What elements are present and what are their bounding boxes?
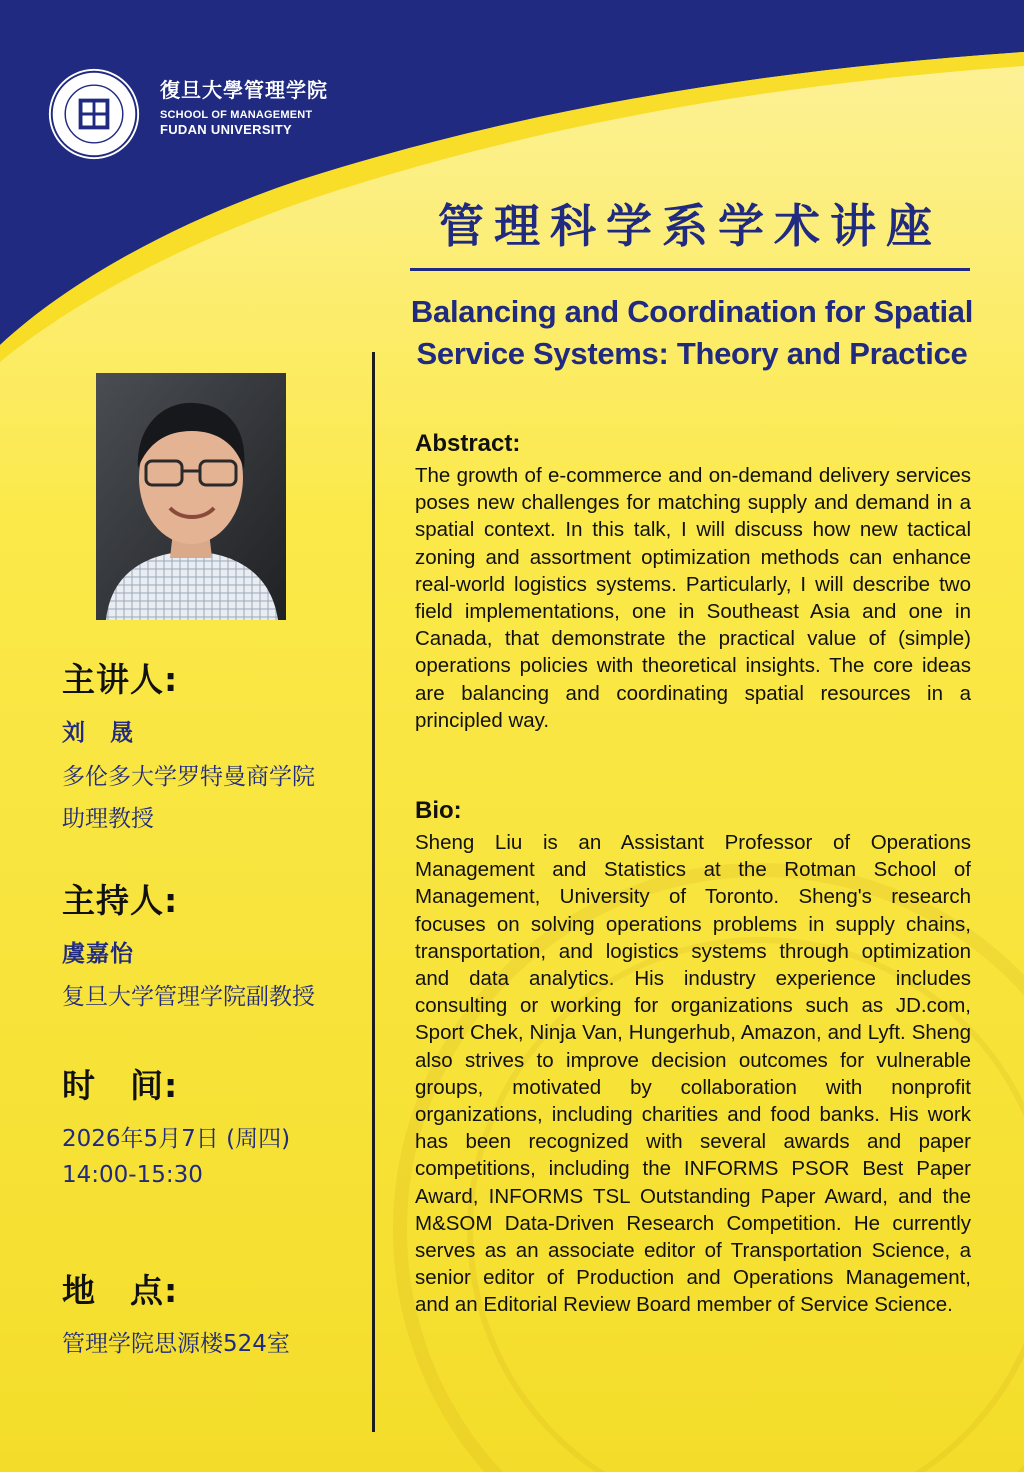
logo-text: [160, 74, 328, 137]
event-venue: 管理学院思源楼524室: [62, 1331, 290, 1357]
abstract-body: The growth of e-commerce and on-demand delivery services poses new challenges for matching supply and demand in a spatial context. In this talk, I will discuss how new tactical zoning and assortment optimization methods can enhance real-world logistics systems. Particularly, I will describe two field implementations, one in Southeast Asia and one in Canada, that demonstrate the practical value of (simple) operations policies with theoretical insights. The core ideas are balancing and coordinating spatial resources in a principled way.: [415, 464, 971, 732]
event-hours: 14:00-15:30: [62, 1162, 203, 1188]
abstract-section: [415, 430, 971, 734]
event-date: 2026年5月7日 (周四): [62, 1126, 291, 1152]
speaker-label: 主讲人:: [62, 660, 179, 699]
abstract-heading: Abstract:: [415, 430, 521, 457]
speaker-portrait-icon: [96, 373, 286, 620]
speaker-name: 刘 晟: [62, 720, 134, 746]
location-label: 地 点:: [62, 1271, 179, 1310]
title-divider: [410, 268, 970, 271]
logo-cn: 復旦大學管理学院: [160, 78, 328, 102]
logo-en-line1: SCHOOL OF MANAGEMENT: [160, 109, 313, 121]
column-divider: [372, 352, 375, 1432]
talk-title-line2: Service Systems: Theory and Practice: [416, 336, 968, 371]
speaker-position: 助理教授: [62, 806, 154, 832]
host-name: 虞嘉怡: [62, 941, 134, 967]
bio-heading: Bio:: [415, 797, 462, 824]
host-label: 主持人:: [62, 881, 179, 920]
bio-body: Sheng Liu is an Assistant Professor of Operations Management and Statistics at the Rotman School of Management, University of Toronto. Sheng's research focuses on solving operations problems in supply chains, transportation, and logistics systems through optimization and data analytics. His industry experience includes consulting or working for organizations such as JD.com, Sport Chek, Ninja Van, Hungerhub, Amazon, and Lyft. Sheng also strives to improve decision outcomes for vulnerable groups, motivated by collaboration with nonprofit organizations, including charities and food banks. His work has been recognized with several awards and paper competitions, including the INFORMS PSOR Best Paper Award, INFORMS TSL Outstanding Paper Award, and the M&SOM Data-Driven Research Competition. He currently serves as an associate editor of Transportation Science, a senior editor of Production and Operations Management, and an Editorial Review Board member of Service Science.: [415, 831, 971, 1317]
speaker-affiliation: 多伦多大学罗特曼商学院: [62, 764, 315, 790]
event-title-cn: 管理科学系学术讲座: [438, 199, 942, 253]
logo-en-line2: FUDAN UNIVERSITY: [160, 122, 292, 137]
talk-title: [396, 291, 988, 375]
time-label: 时 间:: [62, 1066, 179, 1105]
talk-title-line1: Balancing and Coordination for Spatial: [410, 294, 974, 329]
fudan-seal-logo-icon: [46, 66, 142, 162]
bio-section: [415, 797, 971, 1319]
host-affiliation: 复旦大学管理学院副教授: [62, 984, 315, 1010]
